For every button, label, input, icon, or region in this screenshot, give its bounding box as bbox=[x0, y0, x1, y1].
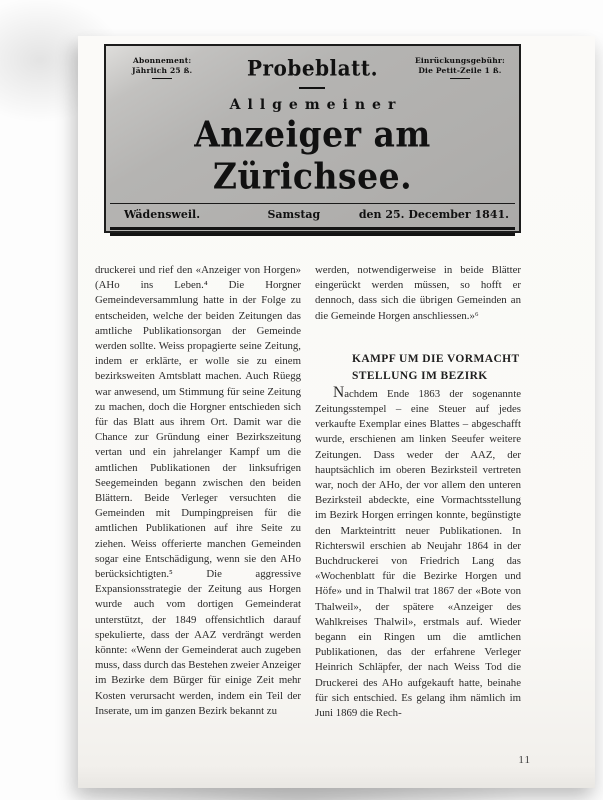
right-column bbox=[315, 263, 521, 721]
book-page bbox=[78, 36, 595, 788]
paragraph-initial-capital: N bbox=[333, 383, 345, 401]
dateline-place: Wädensweil. bbox=[124, 208, 201, 221]
abonnement-line2: Jährlich 25 ß. bbox=[132, 65, 193, 75]
probeblatt-divider-rule bbox=[299, 87, 325, 89]
page-number: 11 bbox=[518, 754, 531, 766]
right-column-paragraph-1: werden, notwendigerweise in beide Blätter eingerückt werden müssen, so hofft er dennoch, dass sich die übrigen Gemeinden an die Gemeinde Horgen anschliessen.»⁶ bbox=[315, 264, 521, 322]
abonnement-line1: Abonnement: bbox=[132, 56, 192, 65]
einrueckung-line2: Die Petit-Zeile 1 ß. bbox=[418, 65, 502, 75]
masthead-dateline bbox=[106, 204, 519, 221]
newspaper-masthead-clipping bbox=[104, 44, 521, 233]
probeblatt-block bbox=[247, 56, 378, 89]
dateline-day: Samstag bbox=[267, 208, 321, 221]
dateline-date: den 25. December 1841. bbox=[358, 208, 509, 221]
section-heading-line1: KAMPF UM DIE VORMACHT bbox=[352, 352, 520, 365]
paragraph-body: achdem Ende 1863 der sogenannte Zeitungsstempel – eine Steuer auf jedes verkaufte Exemplar eines Blattes – abgeschafft wurde, erschienen am linken Seeufer weitere Zeitungen. Dass weder der AAZ, der hauptsächlich im oberen Bezirksteil vertreten war, noch der AHo, der vor allem den unteren Bezirksteil abdeckte, eine Vormachtsstellung im Bezirk Horgen erringen konnte, begünstigte den Markteintritt neuer Publikationen. In Richterswil erschien ab Neujahr 1864 in der Buchdruckerei von Friedrich Lang das «Wochenblatt für die Bezirke Horgen und Höfe» und in Thalwil trat 1867 der «Bote von Thalweil», der spätere «Anzeiger des Wahlkreises Thalwil», erstmals auf. Wieder begann ein Ringen um die amtlichen Publikationen, das der erfahrene Verleger Heinrich Schläpfer, der nach Weiss Tod die Druckerei des AHo aufgekauft hatte, beinahe für sich entschied. Es gelang ihm nämlich im Juni 1869 die Rech- bbox=[315, 387, 521, 720]
caption-rule bbox=[152, 78, 172, 79]
abonnement-caption bbox=[132, 56, 192, 79]
body-text-columns bbox=[95, 263, 521, 721]
masthead-title: Anzeiger am Zürichsee. bbox=[194, 112, 431, 197]
masthead-top-row bbox=[106, 46, 519, 89]
left-column bbox=[95, 263, 301, 721]
right-column-paragraph-2 bbox=[315, 385, 521, 721]
probeblatt-label: Probeblatt. bbox=[246, 55, 379, 81]
section-heading-line2: STELLUNG IM BEZIRK bbox=[352, 369, 488, 382]
masthead-subtitle: Allgemeiner bbox=[229, 96, 403, 113]
left-column-paragraph: druckerei und rief den «Anzeiger von Horgen» (AHo ins Leben.⁴ Die Horgner Gemeindeversammlung hatte in der Folge zu entscheiden, welche der beiden Zeitungen das amtliche Publikationsorgan der Gemeinde werden sollte. Weiss propagierte seine Zeitung, indem er erklärte, er wolle sie zu einem bezirksweiten Amtsblatt machen. Auch Rüegg war anwesend, um Stimmung für seine Zeitung zu machen, doch die Horgner entschieden sich für das Blatt aus ihrem Ort. Damit war die Chance zur Gründung einer Bezirkszeitung vertan und ein jahrelanger Kampf um die amtlichen Publikationen der linksufrigen Seegemeinden begann zwischen den beiden Blättern. Beide Verleger versuchten die Gemeinden mit Dumpingpreisen für die amtlichen Publikationen auf ihre Seite zu ziehen. Weiss offerierte manchen Gemeinden sogar eine Entschädigung, wenn sie den AHo berücksichtigten.⁵ Die aggressive Expansionsstrategie der Zeitung aus Horgen wurde auch vom dortigen Gemeinderat unterstützt, der 1849 offensichtlich darauf spekulierte, dass der AAZ verdrängt werden könnte: «Wenn der Gemeinderat auch zugeben muss, dass durch das Bestehen zweier Anzeiger im Bezirke dem Bürger für einige Zeit mehr Kosten verursacht werden, indem ein Teil der Inserate, um im ganzen Bezirk bekannt zu bbox=[95, 264, 301, 717]
section-heading bbox=[352, 351, 521, 385]
caption-rule bbox=[450, 78, 470, 79]
einrueckung-line1: Einrückungsgebühr: bbox=[414, 56, 505, 65]
masthead-double-rule bbox=[110, 227, 515, 236]
einrueckung-caption bbox=[415, 56, 505, 79]
